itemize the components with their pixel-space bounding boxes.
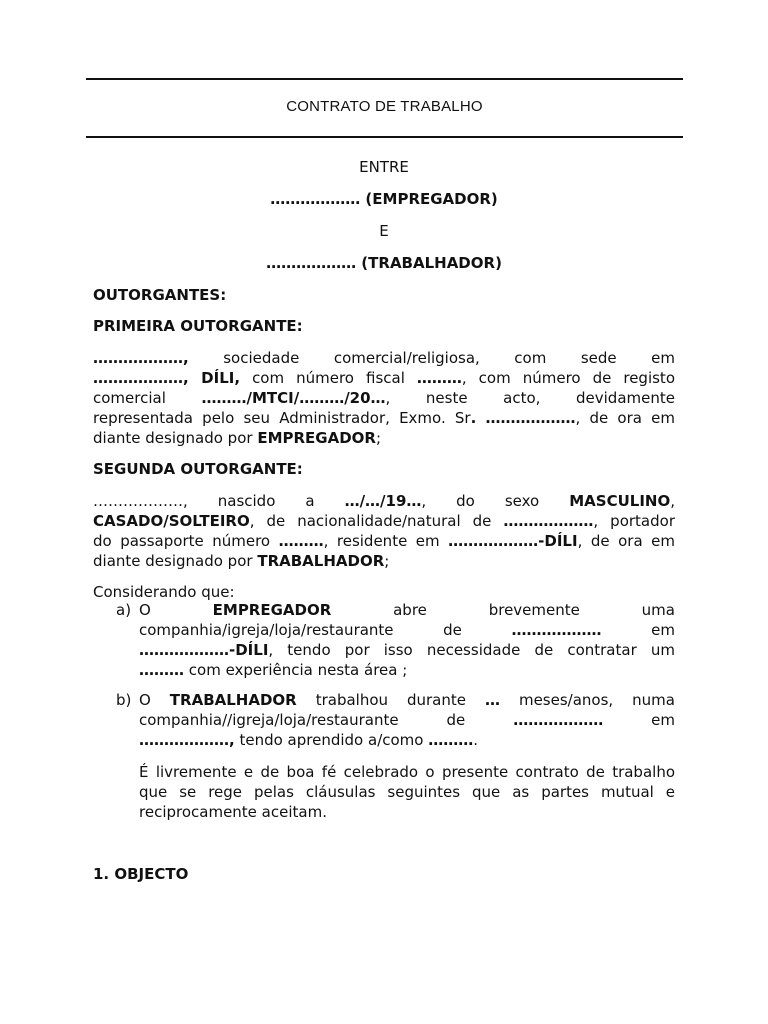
item-a-line-3 xyxy=(139,640,675,660)
item-b-trabalhador: TRABALHADOR xyxy=(169,691,297,709)
segunda-line-3 xyxy=(93,531,675,551)
item-a-text: O xyxy=(139,601,151,619)
item-b-blank: ……………… xyxy=(513,711,604,729)
item-a-line-1 xyxy=(139,600,675,620)
e-label: E xyxy=(379,222,389,240)
closing-line-2: que se rege pelas cláusulas seguintes que as partes mutual e xyxy=(139,783,675,801)
item-b-line-2 xyxy=(139,710,675,730)
primeira-dot: . xyxy=(470,409,477,427)
primeira-line-2 xyxy=(93,368,675,388)
list-marker-a: a) xyxy=(116,601,132,619)
primeira-text: , de ora em xyxy=(575,409,675,427)
item-a-role-blank: ……… xyxy=(139,661,184,679)
item-b-text: tendo aprendido a/como xyxy=(234,731,424,749)
primeira-line-3 xyxy=(93,388,675,408)
item-b-text: companhia//igreja/loja/restaurante de xyxy=(139,711,466,729)
item-a-empregador: EMPREGADOR xyxy=(212,601,332,619)
top-rule xyxy=(86,78,683,80)
list-marker-b: b) xyxy=(116,691,132,709)
primeira-line-5 xyxy=(93,428,675,448)
item-b-duration-blank: … xyxy=(484,691,500,709)
segunda-text: do passaporte número xyxy=(93,532,271,550)
segunda-nacionalidade-blank: ……………… xyxy=(503,512,594,530)
item-a-local-blank: ………………-DÍLI xyxy=(139,641,269,659)
item-b-text: trabalhou durante xyxy=(315,691,466,709)
primeira-admin-blank: ……………… xyxy=(485,409,576,427)
segunda-sexo: MASCULINO xyxy=(569,492,671,510)
primeira-registo-blank: ………/MTCI/………/20… xyxy=(201,389,386,407)
segunda-text: , xyxy=(670,492,675,510)
entre-label: ENTRE xyxy=(359,158,409,176)
item-b-line-1 xyxy=(139,690,675,710)
primeira-text: sociedade comercial/religiosa, com sede em xyxy=(223,349,675,367)
segunda-text: , do sexo xyxy=(421,492,540,510)
segunda-line-4 xyxy=(93,551,675,571)
segunda-text: , portador xyxy=(593,512,675,530)
segunda-text: , de ora em xyxy=(577,532,675,550)
segunda-text: , residente em xyxy=(323,532,440,550)
segunda-line-2 xyxy=(93,511,675,531)
segunda-text: ; xyxy=(384,552,390,570)
item-b-local-blank: ………………, xyxy=(139,731,235,749)
outorgantes-heading: OUTORGANTES: xyxy=(93,286,227,304)
primeira-line-1 xyxy=(93,348,675,368)
segunda-outorgante-heading: SEGUNDA OUTORGANTE: xyxy=(93,460,303,478)
segunda-estado-civil: CASADO/SOLTEIRO xyxy=(93,512,250,530)
item-a-text: com experiência nesta área ; xyxy=(184,661,408,679)
segunda-line-1 xyxy=(93,491,675,511)
item-a-text: , tendo por isso necessidade de contratar um xyxy=(268,641,675,659)
segunda-text: ………………, nascido a xyxy=(93,492,315,510)
item-b-text: meses/anos, numa xyxy=(518,691,675,709)
item-b-line-3 xyxy=(139,730,675,750)
primeira-text: ; xyxy=(375,429,382,447)
item-a-line-4 xyxy=(139,660,675,680)
segunda-designation: TRABALHADOR xyxy=(257,552,385,570)
primeira-text: diante designado por xyxy=(93,429,253,447)
document-title: CONTRATO DE TRABALHO xyxy=(286,98,483,115)
item-a-text: companhia/igreja/loja/restaurante de xyxy=(139,621,462,639)
segunda-text: diante designado por xyxy=(93,552,253,570)
primeira-outorgante-heading: PRIMEIRA OUTORGANTE: xyxy=(93,317,303,335)
item-b-text: em xyxy=(651,711,675,729)
segunda-text: , de nacionalidade/natural de xyxy=(249,512,492,530)
primeira-text: representada pelo seu Administrador, Exmo. Sr xyxy=(93,409,471,427)
primeira-text: , neste acto, devidamente xyxy=(385,389,675,407)
empregador-line: ……………… (EMPREGADOR) xyxy=(270,190,498,208)
item-a-text: abre brevemente uma xyxy=(393,601,675,619)
primeira-line-4 xyxy=(93,408,675,428)
section-1-heading: 1. OBJECTO xyxy=(93,865,189,883)
primeira-designation: EMPREGADOR xyxy=(257,429,376,447)
primeira-fiscal-blank: ……… xyxy=(416,369,462,387)
item-a-line-2 xyxy=(139,620,675,640)
segunda-residencia-blank: ………………-DÍLI xyxy=(448,532,578,550)
item-b-text: . xyxy=(473,731,479,749)
segunda-birthdate-blank: …/…/19… xyxy=(344,492,422,510)
primeira-sede: ………………, DÍLI, xyxy=(93,369,241,387)
item-a-text: em xyxy=(651,621,675,639)
item-a-blank: ……………… xyxy=(511,621,602,639)
considerando-intro: Considerando que: xyxy=(93,583,235,601)
segunda-passaporte-blank: ……… xyxy=(278,532,324,550)
closing-line-3: reciprocamente aceitam. xyxy=(139,803,327,821)
closing-line-1: É livremente e de boa fé celebrado o presente contrato de trabalho xyxy=(139,763,675,781)
item-b-role-blank: ……… xyxy=(428,731,474,749)
primeira-text: com número fiscal xyxy=(252,369,405,387)
primeira-name-blank: ………………, xyxy=(93,349,189,367)
primeira-text: comercial xyxy=(93,389,166,407)
item-b-text: O xyxy=(139,691,151,709)
title-bottom-rule xyxy=(86,136,683,138)
trabalhador-line: ……………… (TRABALHADOR) xyxy=(266,254,502,272)
primeira-text: , com número de registo xyxy=(461,369,675,387)
